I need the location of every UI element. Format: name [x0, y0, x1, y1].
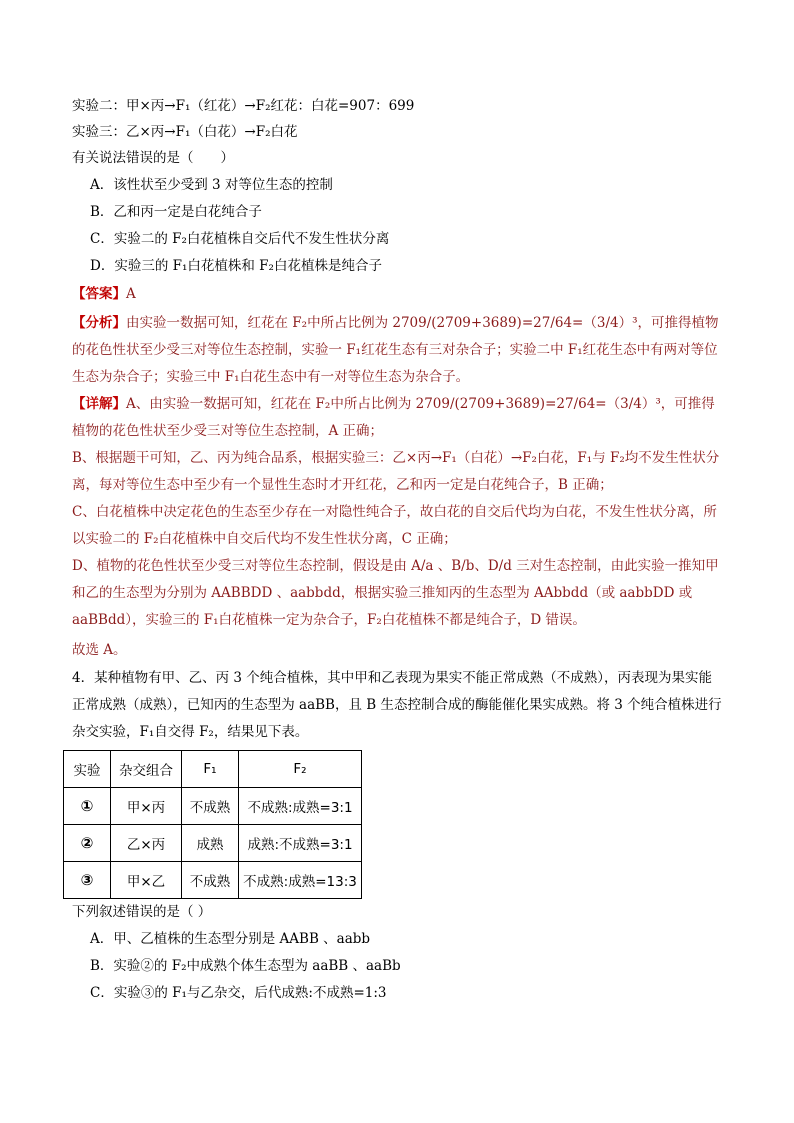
table-cell: 成熟:不成熟=3:1 [239, 825, 362, 862]
answer-line [72, 284, 136, 304]
analysis-tag: 【分析】 [72, 315, 126, 331]
analysis-text: 由实验一数据可知，红花在 F₂中所占比例为 2709/(2709+3689)=27/64=（3/4）³，可推得植物的花色性状至少受三对等位生态控制，实验一 F₁红花生态有三对杂合子；实验二中 F₁红花生态中有两对等位生态为杂合子；实验三中 F₁白花生态中有一对等位生态为杂合子。 [72, 315, 719, 385]
question-4-prompt: 下列叙述错误的是（ ） [72, 904, 212, 920]
table-header-cell: 实验 [64, 751, 111, 788]
experiment-two: 实验二：甲×丙→F₁（红花）→F₂红花：白花=907：699 [72, 98, 415, 114]
table-cell: ② [64, 825, 111, 862]
answer-value: A [126, 286, 136, 302]
table-cell: 甲×丙 [111, 788, 182, 825]
table-cell: 甲×乙 [111, 862, 182, 899]
experiment-three: 实验三：乙×丙→F₁（白花）→F₂白花 [72, 124, 298, 140]
table-cell: 成熟 [182, 825, 239, 862]
table-cell: ① [64, 788, 111, 825]
table-cell: 乙×丙 [111, 825, 182, 862]
q4-option-c: C．实验③的 F₁与乙杂交，后代成熟:不成熟=1:3 [90, 985, 387, 1001]
results-table [63, 750, 362, 899]
detail-b-paragraph: B、根据题干可知，乙、丙为纯合品系，根据实验三：乙×丙→F₁（白花）→F₂白花，F₁与 F₂均不发生性状分离，每对等位生态中至少有一个显性生态时才开红花，乙和丙一定是白花纯合子，B 正确； [72, 450, 720, 493]
table-cell: 不成熟 [182, 862, 239, 899]
table-header-row [64, 751, 362, 788]
detail-a-paragraph [72, 391, 724, 445]
table-row [64, 862, 362, 899]
question-4-stem: 4．某种植物有甲、乙、丙 3 个纯合植株，其中甲和乙表现为果实不能正常成熟（不成熟），丙表现为果实能正常成熟（成熟），已知丙的生态型为 aaBB，且 B 生态控制合成的酶能催化果实成熟。将 3 个纯合植株进行杂交实验，F₁自交得 F₂，结果见下表。 [72, 670, 722, 740]
answer-tag: 【答案】 [72, 286, 126, 302]
detail-tag: 【详解】 [72, 396, 126, 412]
analysis-paragraph [72, 310, 724, 391]
choose-line: 故选 A。 [72, 642, 127, 658]
option-a: A．该性状至少受到 3 对等位生态的控制 [90, 177, 333, 193]
detail-a-text: A、由实验一数据可知，红花在 F₂中所占比例为 2709/(2709+3689)=27/64=（3/4）³，可推得植物的花色性状至少受三对等位生态控制，A 正确； [72, 396, 715, 439]
question-stem: 有关说法错误的是（ ） [72, 150, 234, 166]
option-b: B．乙和丙一定是白花纯合子 [90, 204, 262, 220]
table-row [64, 788, 362, 825]
table-cell: 不成熟:成熟=3:1 [239, 788, 362, 825]
table-cell: ③ [64, 862, 111, 899]
table-header-cell: F₁ [182, 751, 239, 788]
q4-option-a: A．甲、乙植株的生态型分别是 AABB 、aabb [90, 931, 371, 947]
table-header-cell: 杂交组合 [111, 751, 182, 788]
table-row [64, 825, 362, 862]
q4-option-b: B．实验②的 F₂中成熟个体生态型为 aaBB 、aaBb [90, 958, 401, 974]
option-c: C．实验二的 F₂白花植株自交后代不发生性状分离 [90, 231, 390, 247]
detail-d-paragraph: D、植物的花色性状至少受三对等位生态控制，假设是由 A/a 、B/b、D/d 三对生态控制，由此实验一推知甲和乙的生态型为分别为 AABBDD 、aabbdd，根据实验三推知丙的生态型为 AAbbdd（或 aabbDD 或 aaBBdd），实验三的 F₁白花植株一定为杂合子，F₂白花植株不都是纯合子，D 错误。 [72, 558, 719, 628]
detail-c-paragraph: C、白花植株中决定花色的生态至少存在一对隐性纯合子，故白花的自交后代均为白花，不发生性状分离，所以实验二的 F₂白花植株中自交后代均不发生性状分离，C 正确； [72, 504, 717, 547]
table-cell: 不成熟:成熟=13:3 [239, 862, 362, 899]
table-cell: 不成熟 [182, 788, 239, 825]
table-header-cell: F₂ [239, 751, 362, 788]
option-d: D．实验三的 F₁白花植株和 F₂白花植株是纯合子 [90, 258, 382, 274]
